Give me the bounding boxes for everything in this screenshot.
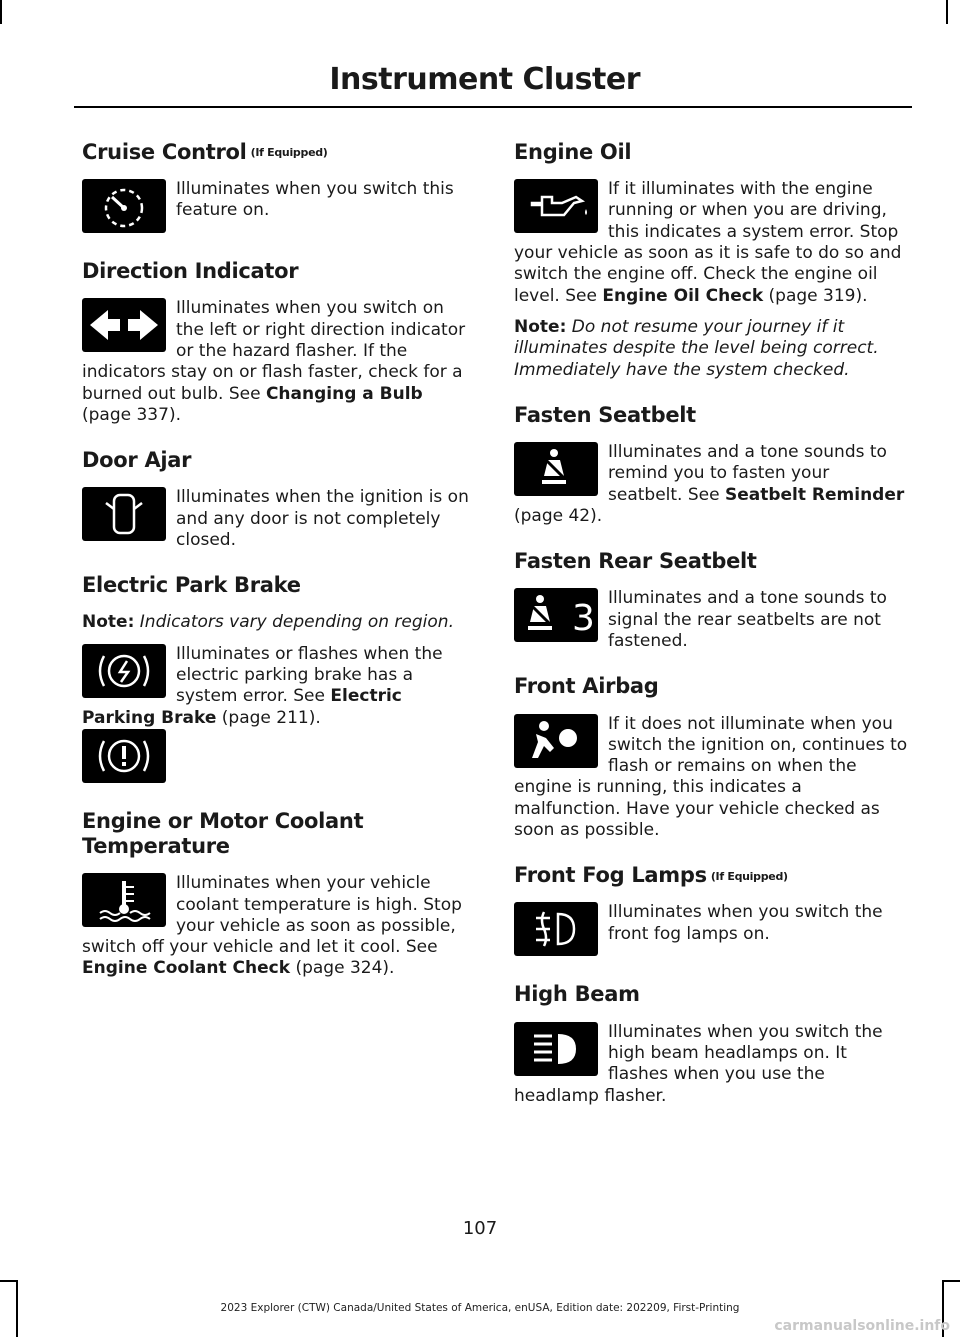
- section-text: Illuminates when you switch on the left or right direction indicator or the hazard flasher. If the indicators stay on or flash faster, check for a burned out bulb. See Changing a Bulb (page 337).: [82, 298, 466, 425]
- section-cruise-control: [82, 140, 477, 237]
- section-fasten-seatbelt: [514, 403, 909, 527]
- right-column: [514, 140, 909, 1129]
- section-note: Note: Indicators vary depending on region.: [82, 612, 454, 633]
- section-text: Illuminates when you switch this feature on.: [176, 179, 454, 221]
- section-text: Illuminates and a tone sounds to remind you to fasten your seatbelt. See Seatbelt Reminder (page 42).: [514, 442, 905, 526]
- cruise-control-icon: [82, 179, 166, 233]
- section-title: Fasten Rear Seatbelt: [514, 549, 757, 574]
- section-fasten-rear-seatbelt: [514, 549, 909, 652]
- section-title: Door Ajar: [82, 448, 192, 473]
- page-number: 107: [462, 1218, 498, 1239]
- airbag-icon: [514, 714, 598, 768]
- high-beam-icon: [514, 1022, 598, 1076]
- section-high-beam: [514, 982, 909, 1106]
- crop-mark: [942, 1280, 960, 1282]
- rear-seat-number: 3: [572, 598, 595, 640]
- section-title: Engine Oil: [514, 140, 632, 164]
- section-note: Note: Do not resume your journey if it illuminates despite the level being correct. Immediately have the system checked.: [514, 316, 879, 380]
- section-electric-park-brake: [82, 573, 477, 787]
- section-text: Illuminates when the ignition is on and any door is not completely closed.: [176, 487, 469, 550]
- rear-seatbelt-icon: [514, 588, 598, 642]
- section-text: Illuminates or flashes when the electric parking brake has a system error. See Electric Parking Brake (page 211).: [82, 643, 443, 728]
- section-text: If it illuminates with the engine running or when you are driving, this indicates a system error. Stop your vehicle as soon as it is safe to do so and switch the engine off. Check the engine oil level. See Engine Oil Check (page 319).: [514, 179, 902, 306]
- section-title: Fasten Seatbelt: [514, 402, 696, 427]
- section-front-airbag: [514, 674, 909, 841]
- section-text: Illuminates and a tone sounds to signal the rear seatbelts are not fastened.: [608, 588, 887, 652]
- fog-lamp-icon: [514, 902, 598, 956]
- section-title: Direction Indicator: [82, 259, 299, 284]
- footer-text: 2023 Explorer (CTW) Canada/United States of America, enUSA, Edition date: 202209, First-Printing: [220, 1302, 740, 1314]
- crop-mark: [0, 0, 2, 24]
- brake-warning-icon: [82, 729, 166, 783]
- section-coolant-temperature: [82, 809, 477, 980]
- section-title: Cruise Control (If Equipped): [82, 140, 328, 164]
- section-title: Front Airbag: [514, 674, 659, 699]
- section-direction-indicator: [82, 259, 477, 426]
- section-engine-oil: [514, 140, 909, 381]
- section-title: Engine or Motor Coolant Temperature: [82, 808, 364, 859]
- coolant-temperature-icon: [82, 873, 166, 927]
- section-door-ajar: [82, 448, 477, 551]
- seatbelt-icon: [514, 442, 598, 496]
- watermark: carmanualsonline.info: [774, 1318, 950, 1334]
- section-text: Illuminates when you switch the high beam headlamps on. It flashes when you use the headlamp flasher.: [514, 1021, 883, 1106]
- section-title: Front Fog Lamps (If Equipped): [514, 863, 788, 888]
- oil-can-icon: [514, 179, 598, 233]
- door-ajar-icon: [82, 487, 166, 541]
- crop-mark: [946, 0, 948, 24]
- header-rule: [74, 106, 912, 108]
- section-text: If it does not illuminate when you switch the ignition on, continues to flash or remains on when the engine is running, this indicates a malfunction. Have your vehicle checked as soon as possible.: [514, 713, 908, 840]
- page-title: Instrument Cluster: [329, 62, 640, 97]
- section-title: Electric Park Brake: [82, 573, 301, 598]
- left-column: [82, 140, 477, 1002]
- direction-arrows-icon: [82, 298, 166, 352]
- section-text: Illuminates when your vehicle coolant temperature is high. Stop your vehicle as soon as possible, switch off your vehicle and let it cool. See Engine Coolant Check (page 324).: [82, 873, 462, 979]
- section-text: Illuminates when you switch the front fog lamps on.: [608, 902, 883, 944]
- electric-park-brake-icon: [82, 644, 166, 698]
- section-front-fog-lamps: [514, 863, 909, 960]
- section-title: High Beam: [514, 982, 640, 1007]
